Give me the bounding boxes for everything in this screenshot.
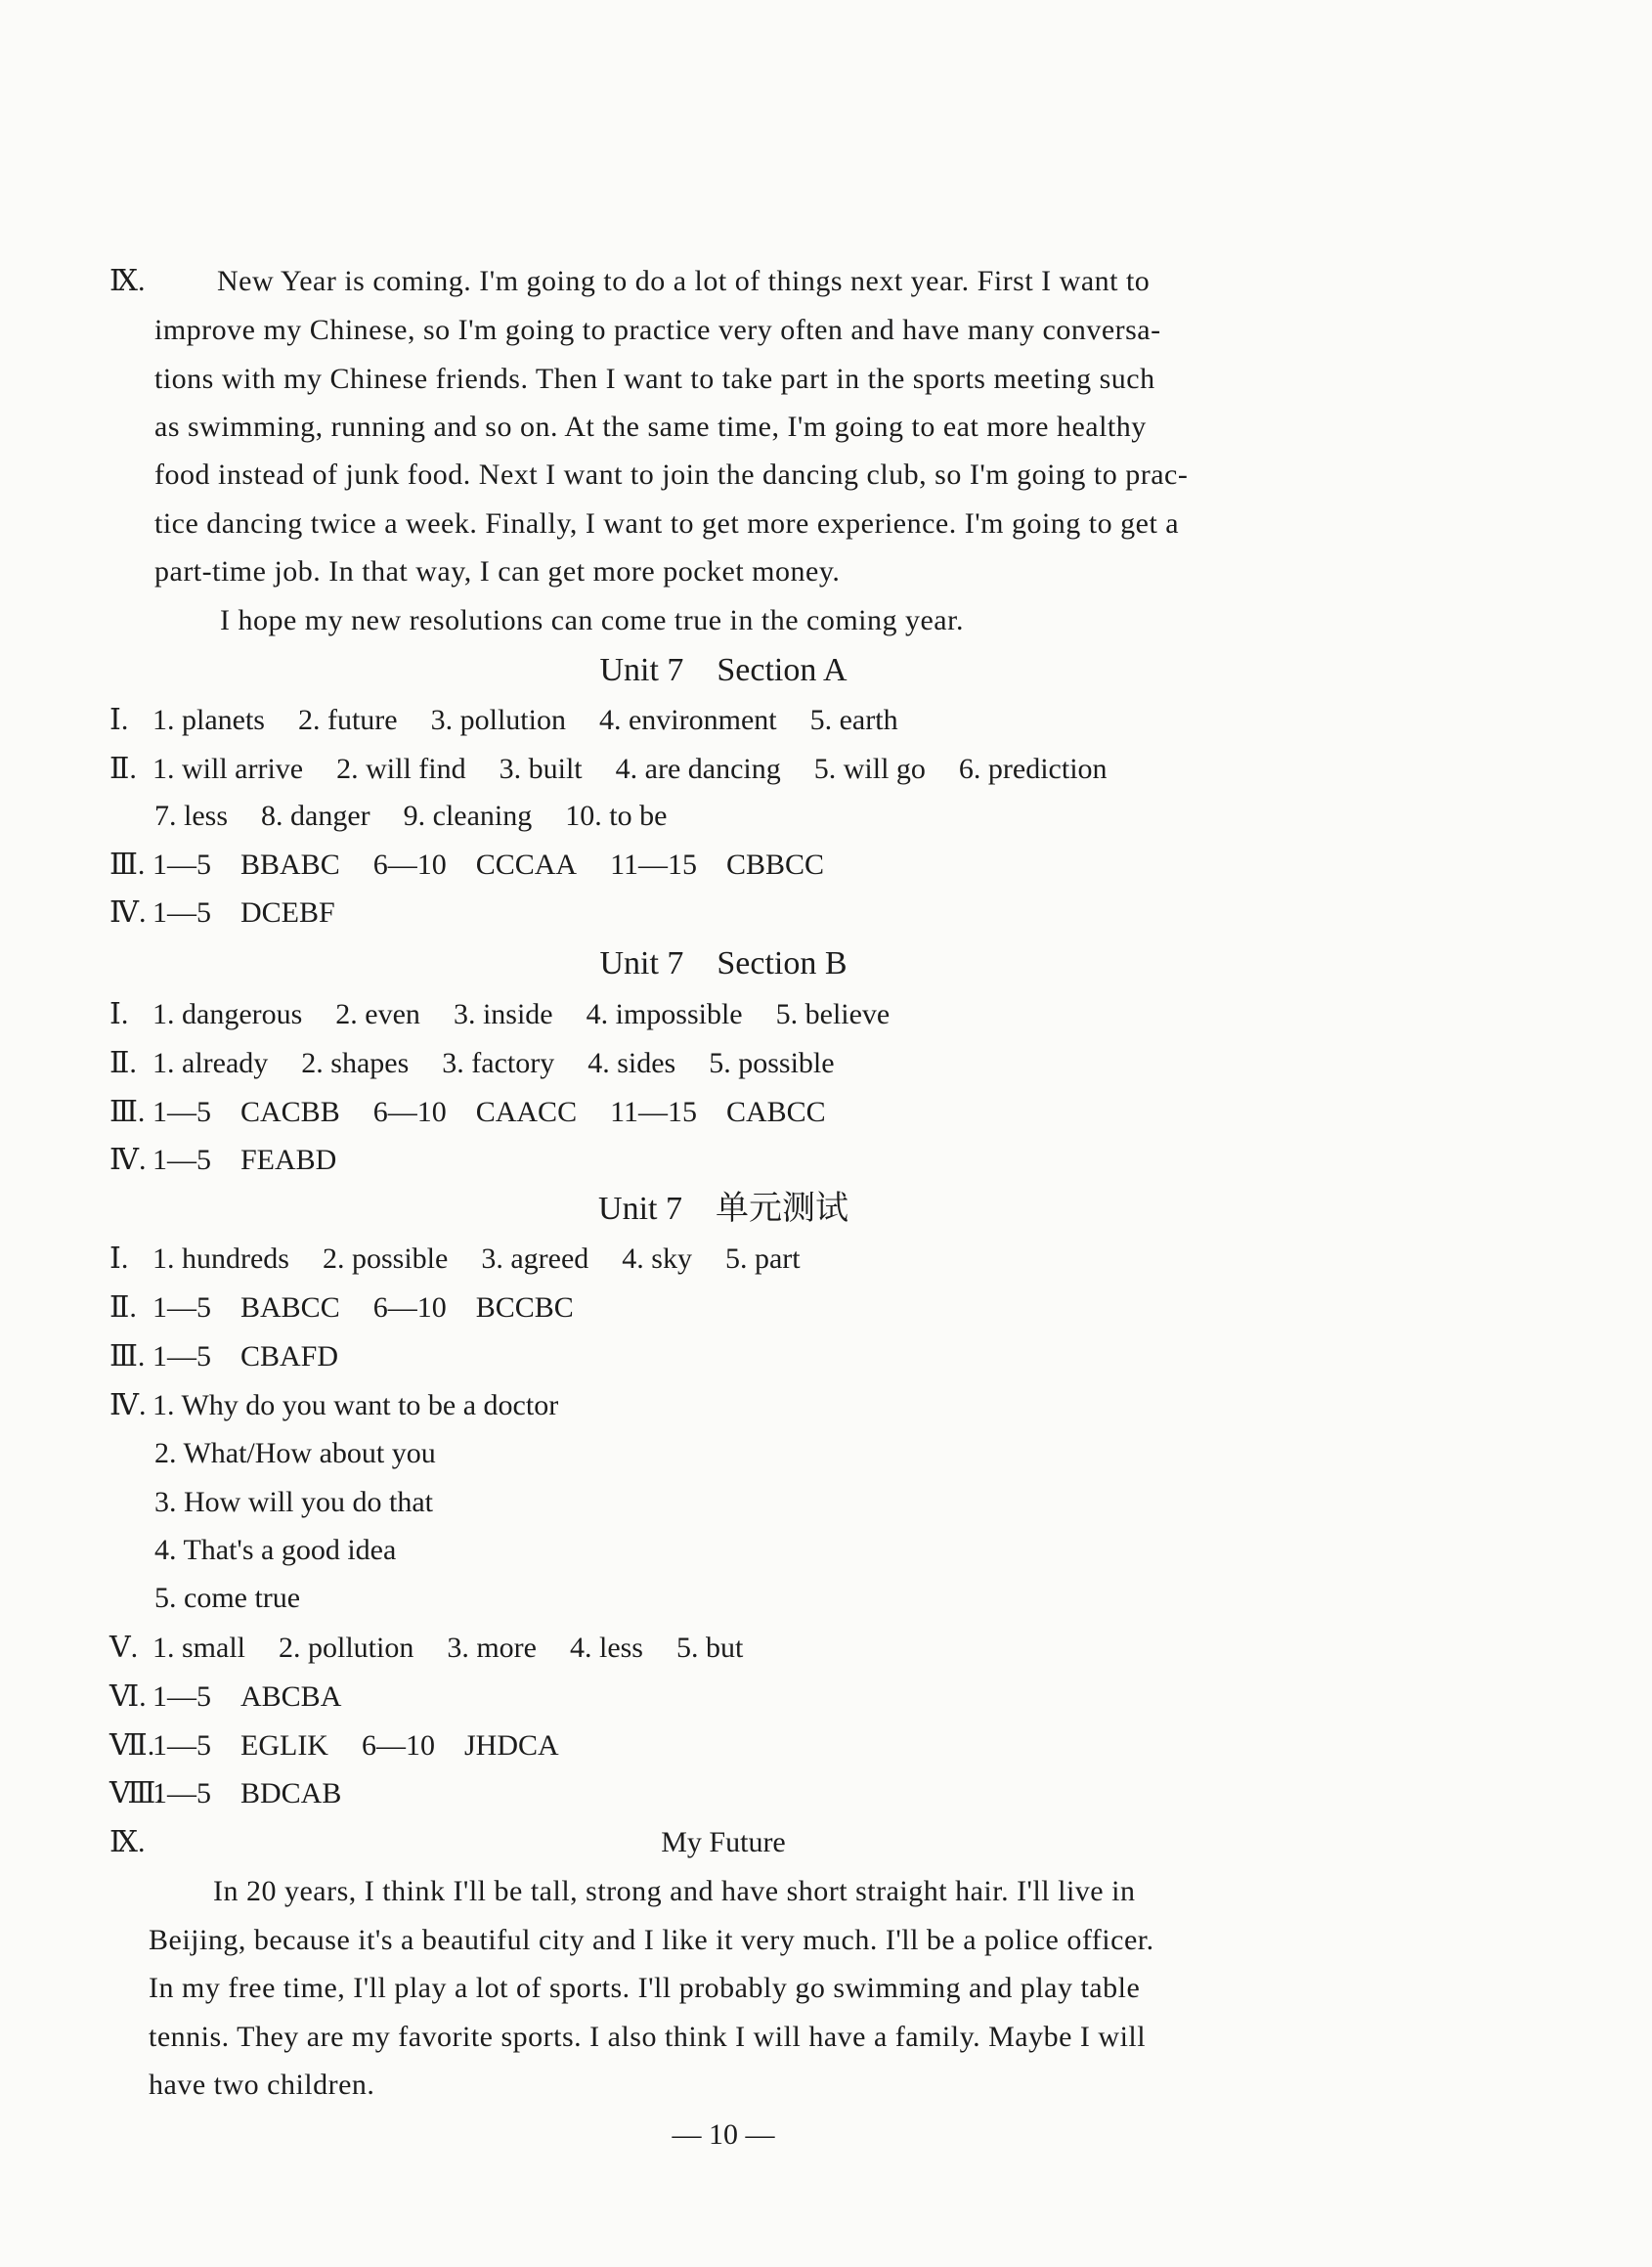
essay1-line: part-time job. In that way, I can get more pocket money. [154, 555, 841, 588]
essay1-first-line [109, 262, 1361, 301]
answer-row: Ⅳ. 1—5 DCEBF [109, 896, 335, 929]
answer-row: Ⅷ.1—5 BDCAB [109, 1777, 342, 1809]
answer-row: Ⅱ. 1—5 BABCC 6—10 BCCBC [109, 1291, 574, 1324]
unit-test-title: Unit 7 单元测试 [598, 1191, 848, 1227]
answer-row: 5. come true [154, 1582, 301, 1614]
essay1-line: food instead of junk food. Next I want to join the dancing club, so I'm going to prac- [154, 458, 1189, 491]
answer-row: 7. less 8. danger 9. cleaning 10. to be [154, 800, 668, 832]
essay2-line: have two children. [149, 2069, 375, 2101]
answer-row: Ⅱ. 1. already 2. shapes 3. factory 4. sides 5. possible [109, 1047, 835, 1079]
answer-row: Ⅱ. 1. will arrive 2. will find 3. built 4. are dancing 5. will go 6. prediction [109, 753, 1108, 785]
section-a-title: Unit 7 Section A [599, 652, 848, 688]
answer-row: Ⅳ. 1. Why do you want to be a doctor [109, 1389, 559, 1421]
essay1-line: tions with my Chinese friends. Then I want to take part in the sports meeting such [154, 363, 1155, 395]
answer-row: Ⅳ. 1—5 FEABD [109, 1144, 337, 1176]
essay2-title: My Future [661, 1826, 786, 1858]
essay1-line: as swimming, running and so on. At the same time, I'm going to eat more healthy [154, 411, 1147, 443]
answer-row: 4. That's a good idea [154, 1534, 397, 1566]
essay2-numeral: Ⅸ. [109, 1826, 146, 1858]
answer-row: 3. How will you do that [154, 1486, 433, 1518]
answer-row: Ⅲ. 1—5 CBAFD [109, 1340, 339, 1373]
essay1-numeral: Ⅸ. [109, 265, 146, 297]
answer-row: Ⅲ. 1—5 CACBB 6—10 CAACC 11—15 CABCC [109, 1096, 826, 1128]
essay1-line: New Year is coming. I'm going to do a lot of things next year. First I want to [217, 265, 1151, 297]
answer-row: Ⅲ. 1—5 BBABC 6—10 CCCAA 11—15 CBBCC [109, 849, 825, 881]
essay2-line: In my free time, I'll play a lot of sports. I'll probably go swimming and play table [149, 1972, 1141, 2004]
answer-row: Ⅵ. 1—5 ABCBA [109, 1680, 342, 1713]
section-b-title: Unit 7 Section B [599, 945, 848, 981]
answer-row: 2. What/How about you [154, 1437, 436, 1469]
answer-row: Ⅰ. 1. dangerous 2. even 3. inside 4. impossible 5. believe [109, 998, 891, 1030]
essay1-line: tice dancing twice a week. Finally, I want to get more experience. I'm going to get a [154, 507, 1180, 540]
page-number: — 10 — [672, 2118, 775, 2151]
essay1-line: improve my Chinese, so I'm going to practice very often and have many conversa- [154, 314, 1161, 346]
essay2-line: Beijing, because it's a beautiful city and I like it very much. I'll be a police officer. [149, 1924, 1154, 1956]
essay1-closing-line: I hope my new resolutions can come true in the coming year. [220, 604, 964, 636]
essay2-line: tennis. They are my favorite sports. I also think I will have a family. Maybe I will [149, 2021, 1147, 2053]
answer-row: Ⅰ. 1. hundreds 2. possible 3. agreed 4. sky 5. part [109, 1242, 801, 1275]
essay2-line: In 20 years, I think I'll be tall, strong and have short straight hair. I'll live in [213, 1875, 1136, 1907]
answer-row: Ⅶ.1—5 EGLIK 6—10 JHDCA [109, 1729, 559, 1762]
answer-row: Ⅴ. 1. small 2. pollution 3. more 4. less 5. but [109, 1632, 744, 1664]
answer-row: Ⅰ. 1. planets 2. future 3. pollution 4. environment 5. earth [109, 704, 898, 736]
